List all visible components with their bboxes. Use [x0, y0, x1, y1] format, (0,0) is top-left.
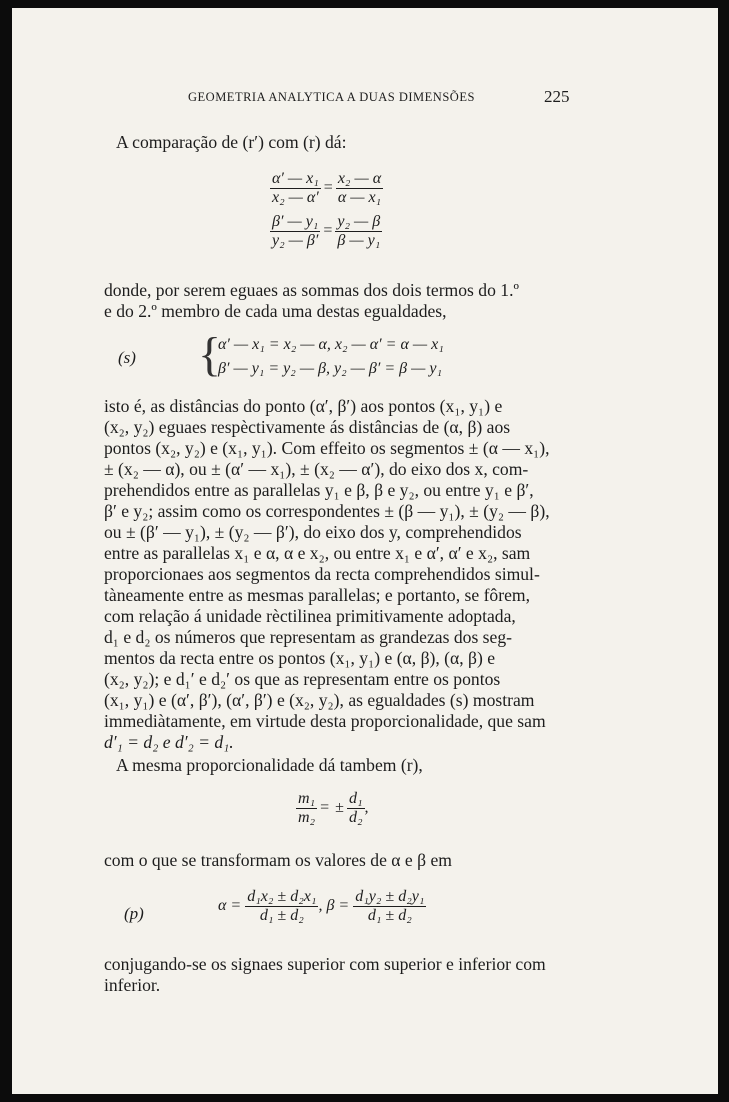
- equation-tag-p: (p): [124, 904, 144, 923]
- denominator: y₂ — β′: [272, 232, 319, 249]
- system-s-line-2: β′ — y₁ = y₂ — β, y₂ — β′ = β — y₁: [218, 360, 443, 377]
- body-line: β′ e y₂; assim como os correspondentes ± (β — y₁), ± (y₂ — β),: [104, 501, 550, 521]
- page-number: 225: [544, 87, 570, 106]
- numerator: β′ — y₁: [272, 213, 319, 230]
- denominator: d₁ ± d₂: [367, 907, 412, 924]
- body-line: tàneamente entre as mesmas parallelas; e portanto, se fôrem,: [104, 585, 530, 605]
- body-line: immediàtamente, em virtude desta proporcionalidade, que sam: [104, 711, 546, 731]
- denominator: α — x₁: [337, 189, 382, 206]
- body-line: mentos da recta entre os pontos (x₁, y₁) e (α, β), (α, β) e: [104, 648, 496, 668]
- fraction-right: [336, 170, 383, 207]
- fraction-beta: [353, 888, 426, 925]
- numerator: d₁: [348, 790, 363, 807]
- fraction-m: [296, 790, 317, 827]
- denominator: d₂: [348, 809, 363, 826]
- equation-tag-s: (s): [118, 348, 136, 367]
- mesma-line: A mesma proporcionalidade dá tambem (r),: [116, 755, 423, 775]
- fraction-d: [347, 790, 365, 827]
- comma: ,: [318, 897, 323, 915]
- donde-line-1: donde, por serem eguaes as sommas dos dois termos do 1.º: [104, 280, 519, 300]
- denominator: x₂ — α′: [272, 189, 319, 206]
- comma: ,: [364, 799, 369, 817]
- document-page: [12, 8, 718, 1094]
- donde-line-2: e do 2.º membro de cada uma destas egualdades,: [104, 301, 447, 321]
- left-brace: {: [198, 328, 222, 381]
- denominator: β — y₁: [337, 232, 381, 249]
- body-line: (x₂, y₂); e d₁′ e d₂′ os que as representam entre os pontos: [104, 669, 501, 689]
- beta-lhs: β =: [326, 897, 350, 915]
- numerator: d₁x₂ ± d₂x₁: [247, 888, 317, 905]
- equals-sign: =: [323, 179, 333, 197]
- denominator: d₁ ± d₂: [259, 907, 304, 924]
- plus-minus-sign: ±: [335, 799, 344, 817]
- system-s-line-1: α′ — x₁ = x₂ — α, x₂ — α′ = α — x₁: [218, 336, 444, 353]
- closing-line-1: conjugando-se os signaes superior com superior e inferior com: [104, 954, 546, 974]
- intro-line: A comparação de (r′) com (r) dá:: [116, 132, 347, 152]
- body-line: d′₁ = d₂ e d′₂ = d₁.: [104, 732, 234, 752]
- denominator: m₂: [298, 809, 316, 826]
- fraction-left: [270, 170, 321, 207]
- equals-sign: =: [323, 222, 333, 240]
- running-header: GEOMETRIA ANALYTICA A DUAS DIMENSÕES: [188, 90, 475, 104]
- body-line: pontos (x₂, y₂) e (x₁, y₁). Com effeito os segmentos ± (α — x₁),: [104, 438, 550, 458]
- numerator: x₂ — α: [337, 170, 382, 187]
- numerator: d₁y₂ ± d₂y₁: [355, 888, 425, 905]
- equation-beta-ratio: [270, 213, 382, 250]
- body-line: ± (x₂ — α), ou ± (α′ — x₁), ± (x₂ — α′), do eixo dos x, com-: [104, 459, 529, 479]
- equation-m-ratio: [296, 790, 369, 827]
- numerator: y₂ — β: [337, 213, 381, 230]
- numerator: α′ — x₁: [272, 170, 319, 187]
- alpha-lhs: α =: [218, 897, 242, 915]
- body-line: proporcionaes aos segmentos da recta comprehendidos simul-: [104, 564, 540, 584]
- body-line: prehendidos entre as parallelas y₁ e β, β e y₂, ou entre y₁ e β′,: [104, 480, 534, 500]
- fraction-right: [335, 213, 382, 250]
- body-line: d₁ e d₂ os números que representam as grandezas dos seg-: [104, 627, 512, 647]
- com-line: com o que se transformam os valores de α e β em: [104, 850, 452, 870]
- body-line: (x₂, y₂) eguaes respèctivamente ás distâncias de (α, β) aos: [104, 417, 511, 437]
- body-line: ou ± (β′ — y₁), ± (y₂ — β′), do eixo dos y, comprehendidos: [104, 522, 522, 542]
- fraction-left: [270, 213, 320, 250]
- body-line: (x₁, y₁) e (α′, β′), (α′, β′) e (x₂, y₂), as egualdades (s) mostram: [104, 690, 535, 710]
- body-line: isto é, as distâncias do ponto (α′, β′) aos pontos (x₁, y₁) e: [104, 396, 503, 416]
- equation-p: [218, 888, 426, 925]
- equation-alpha-ratio: [270, 170, 383, 207]
- fraction-alpha: [245, 888, 318, 925]
- closing-line-2: inferior.: [104, 975, 161, 995]
- body-line: entre as parallelas x₁ e α, α e x₂, ou entre x₁ e α′, α′ e x₂, sam: [104, 543, 531, 563]
- body-line: com relação á unidade rèctilinea primitivamente adoptada,: [104, 606, 516, 626]
- equals-sign: =: [320, 799, 330, 817]
- numerator: m₁: [298, 790, 316, 807]
